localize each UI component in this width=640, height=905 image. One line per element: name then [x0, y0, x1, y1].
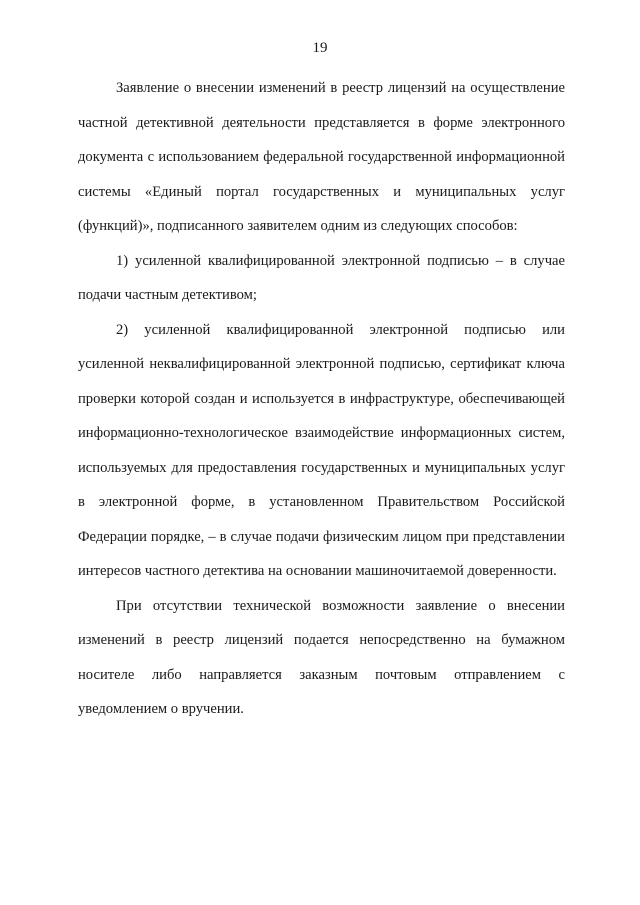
paragraph-paper-submission: При отсутствии технической возможности заявление о внесении изменений в реестр лицензий подается непосредственно на бумажном носителе либо направляется заказным почтовым отправлением с уведомлением о вручении. — [78, 597, 565, 717]
paragraph-method-2: 2) усиленной квалифицированной электронной подписью или усиленной неквалифицированной электронной подписью, сертификат ключа проверки которой создан и используется в инфраструктуре, обеспечивающей информационно-технологическое взаимодействие информационных систем, используемых для предоставления государственных и муниципальных услуг в электронной форме, в установленном Правительством Российской Федерации порядке, – в случае подачи физическим лицом при представлении интересов частного детектива на основании машиночитаемой доверенности. — [78, 321, 565, 579]
document-body — [78, 71, 565, 727]
paragraph-application-intro: Заявление о внесении изменений в реестр лицензий на осуществление частной детективной деятельности представляется в форме электронного документа с использованием федеральной государственной информационной системы «Единый портал государственных и муниципальных услуг (функций)», подписанного заявителем одним из следующих способов: — [78, 80, 565, 234]
paragraph-method-1: 1) усиленной квалифицированной электронной подписью – в случае подачи частным детективом; — [78, 252, 565, 303]
page-number: 19 — [312, 40, 328, 56]
